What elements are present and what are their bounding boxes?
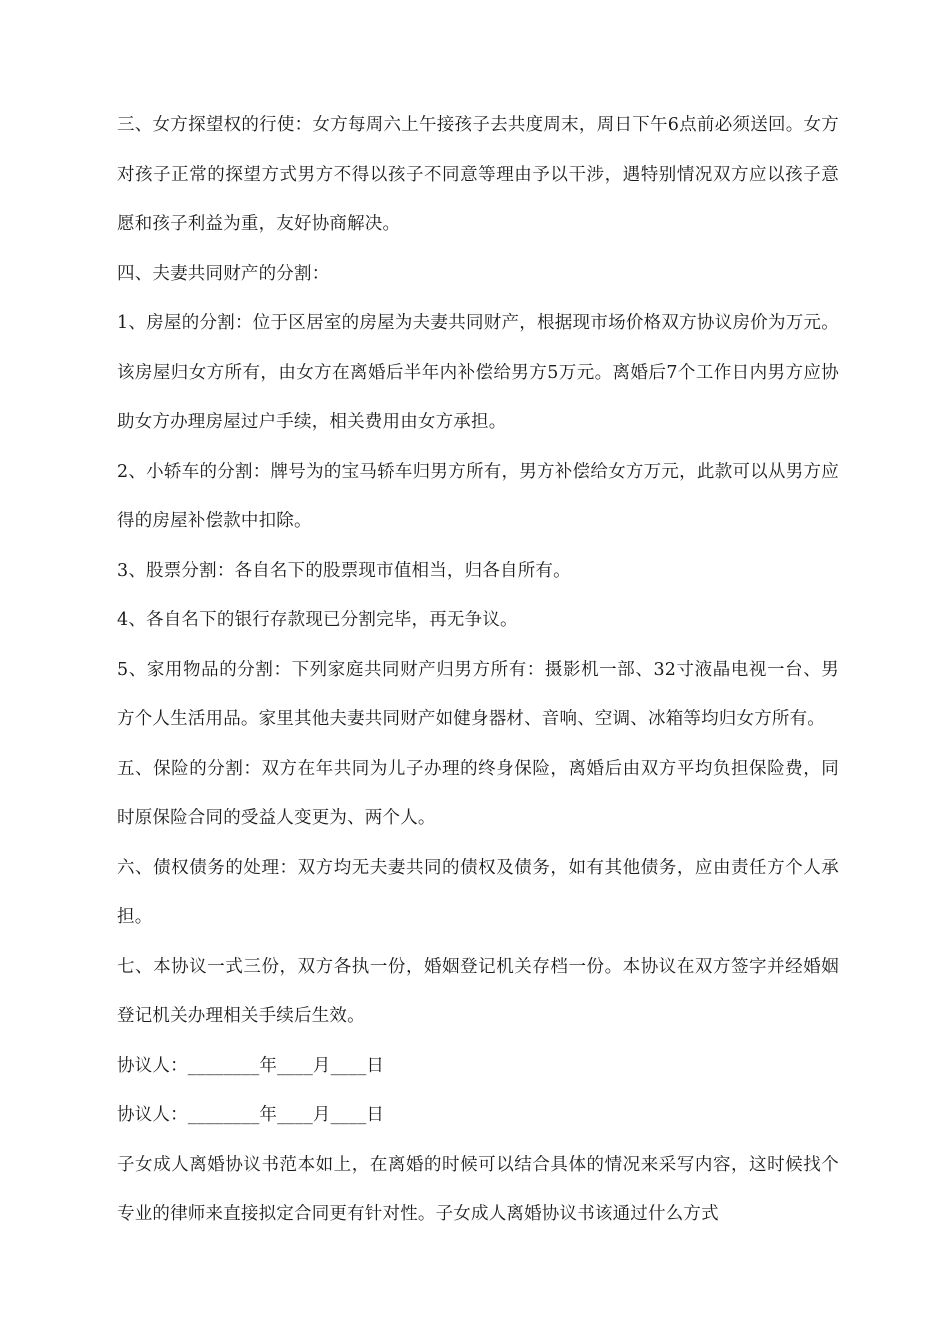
paragraph-copies-effect: 七、本协议一式三份，双方各执一份，婚姻登记机关存档一份。本协议在双方签字并经婚姻登记机关办理相关手续后生效。 xyxy=(117,956,839,1026)
signature-line-party-2: 协议人：________年____月____日 xyxy=(117,1105,385,1125)
paragraph-debts: 六、债权债务的处理：双方均无夫妻共同的债权及债务，如有其他债务，应由责任方个人承担。 xyxy=(117,857,839,927)
paragraph-bank-deposits: 4、各自名下的银行存款现已分割完毕，再无争议。 xyxy=(117,610,518,630)
paragraph-stock-division: 3、股票分割：各自名下的股票现市值相当，归各自所有。 xyxy=(117,560,571,581)
paragraph-closing-note: 子女成人离婚协议书范本如上，在离婚的时候可以结合具体的情况来采写内容，这时候找个专业的律师来直接拟定合同更有针对性。子女成人离婚协议书该通过什么方式 xyxy=(117,1154,839,1224)
paragraph-car-division: 2、小轿车的分割：牌号为的宝马轿车归男方所有，男方补偿给女方万元，此款可以从男方应得的房屋补偿款中扣除。 xyxy=(117,461,839,531)
paragraph-insurance-division: 五、保险的分割：双方在年共同为儿子办理的终身保险，离婚后由双方平均负担保险费，同时原保险合同的受益人变更为、两个人。 xyxy=(117,758,839,828)
paragraph-household-items: 5、家用物品的分割：下列家庭共同财产归男方所有：摄影机一部、32寸液晶电视一台、男方个人生活用品。家里其他夫妻共同财产如健身器材、音响、空调、冰箱等均归女方所有。 xyxy=(117,659,839,729)
paragraph-house-division: 1、房屋的分割：位于区居室的房屋为夫妻共同财产，根据现市场价格双方协议房价为万元。该房屋归女方所有，由女方在离婚后半年内补偿给男方5万元。离婚后7个工作日内男方应协助女方办理房屋过户手续，相关费用由女方承担。 xyxy=(117,313,839,432)
signature-line-party-1: 协议人：________年____月____日 xyxy=(117,1055,385,1076)
paragraph-visitation-rights: 三、女方探望权的行使：女方每周六上午接孩子去共度周末，周日下午6点前必须送回。女方对孩子正常的探望方式男方不得以孩子不同意等理由予以干涉，遇特别情况双方应以孩子意愿和孩子利益为重，友好协商解决。 xyxy=(117,115,839,234)
document-body xyxy=(117,101,839,1240)
paragraph-property-division-heading: 四、夫妻共同财产的分割： xyxy=(117,263,330,284)
